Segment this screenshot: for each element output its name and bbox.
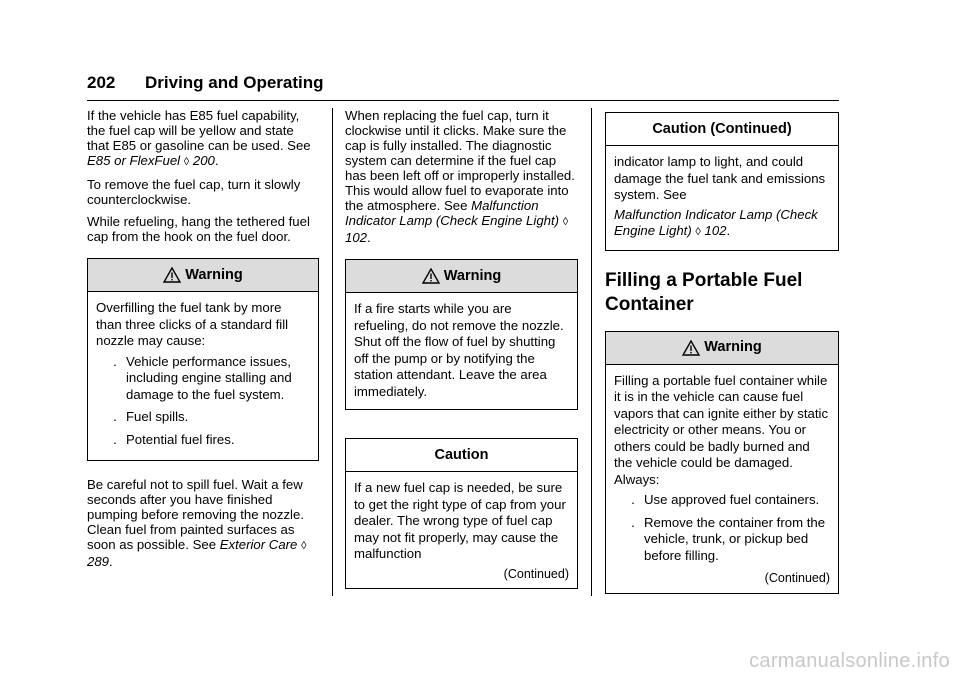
caution-header: Caution (346, 439, 577, 472)
continued-label: (Continued) (764, 571, 830, 585)
paragraph-spill: Be careful not to spill fuel. Wait a few seconds after you have finished pumping before removing the nozzle. Clean fuel from painted surfaces as soon as possible. See Exterior Care ◊ 289. (87, 477, 307, 569)
continued-label: (Continued) (503, 566, 569, 581)
xref-link[interactable]: E85 or FlexFuel (87, 153, 181, 168)
list-item: . Use approved fuel containers. (631, 492, 820, 507)
ref-arrow-icon: ◊ (562, 216, 569, 228)
warning-triangle-icon (682, 340, 700, 356)
warning-box-fire: Warning If a fire starts while you are refueling, do not remove the nozzle. Shut off the flow of fuel by shutting off the pump or by notifying the station attendant. Leave the area immediately. (345, 259, 578, 410)
xref-page[interactable]: 102 (345, 230, 368, 245)
column-3 (605, 108, 839, 594)
list-item: . Potential fuel fires. (113, 431, 235, 447)
caution-box-fuel-cap: Caution If a new fuel cap is needed, be sure to get the right type of cap from your dealer. The wrong type of fuel cap may not fit properly, may cause the malfunction (Continued) (345, 438, 578, 589)
column-1 (87, 108, 319, 576)
warning-box-portable: Warning Filling a portable fuel container while it is in the vehicle can cause fuel vapors that can ignite either by static electricity or other means. You or others could be badly burned and the vehicle could be damaged. Always: . Use approved fuel containers. . Remove the container from the vehicle, trunk, or pickup bed before filling. (Continued) (605, 331, 839, 594)
section-title: Filling a Portable Fuel Container (605, 269, 803, 315)
warning-header: Warning (346, 260, 577, 293)
xref-link[interactable]: Malfunction Indicator Lamp (Check Engine Light) (614, 206, 818, 238)
list-item: . Remove the container from the vehicle, trunk, or pickup bed before filling. (631, 514, 826, 563)
ref-arrow-icon: ◊ (183, 156, 190, 168)
xref-page[interactable]: 102 (704, 223, 727, 238)
warning-box-overfill: Warning Overfilling the fuel tank by more than three clicks of a standard fill nozzle may cause: . Vehicle performance issues, including engine stalling and damage to the fuel system. . Fuel spills. . Potential fuel fires. (87, 258, 319, 461)
xref-page[interactable]: 289 (87, 554, 110, 569)
warning-header: Warning (606, 332, 838, 365)
column-divider-2 (591, 108, 592, 596)
section-header-title: Driving and Operating (145, 73, 324, 92)
column-2 (345, 108, 578, 589)
page-header (87, 72, 839, 101)
xref-page[interactable]: 200 (192, 153, 215, 168)
ref-arrow-icon: ◊ (695, 226, 701, 238)
paragraph-e85: If the vehicle has E85 fuel capability, the fuel cap will be yellow and state that E85 or gasoline can be used. See E85 or FlexFuel ◊ 200. (87, 108, 311, 168)
xref-link[interactable]: Exterior Care (219, 537, 298, 552)
ref-arrow-icon: ◊ (301, 540, 307, 552)
paragraph-remove-cap: To remove the fuel cap, turn it slowly counterclockwise. (87, 177, 301, 207)
xref-link[interactable]: Malfunction Indicator Lamp (Check Engine Light) (345, 198, 560, 228)
list-item: . Fuel spills. (113, 409, 189, 424)
list-item: . Vehicle performance issues, including engine stalling and damage to the fuel system. (113, 353, 292, 402)
watermark: carmanualsonline.info (749, 650, 950, 672)
paragraph-tethered-cap: While refueling, hang the tethered fuel cap from the hook on the fuel door. (87, 214, 310, 244)
column-divider-1 (332, 108, 333, 596)
warning-header: Warning (88, 259, 318, 292)
caution-box-continued: Caution (Continued) indicator lamp to light, and could damage the fuel tank and emissions system. See Malfunction Indicator Lamp (Check Engine Light) ◊ 102. (605, 112, 839, 251)
warning-triangle-icon (163, 267, 181, 283)
page-number: 202 (87, 73, 116, 92)
caution-header: Caution (Continued) (606, 113, 838, 146)
paragraph-replace-cap: When replacing the fuel cap, turn it clockwise until it clicks. Make sure the cap is fully installed. The diagnostic system can determine if the fuel cap has been left off or improperly installed. This would allow fuel to evaporate into the atmosphere. See Malfunction Indicator Lamp (Check Engine Light) ◊ 102. (345, 108, 575, 245)
warning-triangle-icon (422, 268, 440, 284)
